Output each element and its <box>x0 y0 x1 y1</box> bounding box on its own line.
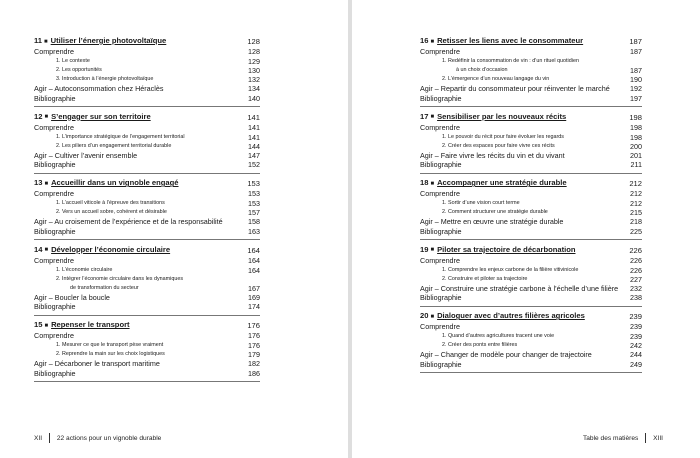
toc-entry[interactable] <box>34 160 260 170</box>
entry-page-number: 153 <box>248 199 260 208</box>
subentry-title: 2. L’émergence d’un nouveau langage du vin <box>442 76 550 83</box>
toc-subentry[interactable] <box>420 133 642 142</box>
subentry-title: 1. L’accueil viticole à l’épreuve des transitions <box>56 200 165 206</box>
right-footer <box>583 433 663 443</box>
chapter-number: 18 <box>420 178 429 188</box>
toc-subentry[interactable] <box>420 208 642 217</box>
entry-title: Bibliographie <box>420 160 462 170</box>
toc-subentry[interactable] <box>34 341 260 350</box>
chapter-heading[interactable] <box>420 311 642 322</box>
entry-page-number: 157 <box>248 208 260 218</box>
toc-entry[interactable] <box>34 84 260 94</box>
toc-entry[interactable] <box>34 369 260 379</box>
chapter-page-number: 226 <box>629 245 642 255</box>
entry-page-number: 239 <box>630 322 642 332</box>
entry-page-number: 158 <box>248 217 260 227</box>
toc-subentry[interactable] <box>34 266 260 275</box>
entry-title: Agir – Autoconsommation chez Héraclès <box>34 84 164 94</box>
chapter-heading[interactable] <box>34 320 260 331</box>
entry-title: Agir – Repartir du consommateur pour réinventer le marché <box>420 84 610 94</box>
toc-chapter <box>420 36 642 107</box>
chapter-number: 11 <box>34 36 43 45</box>
entry-page-number: 238 <box>630 293 642 303</box>
subentry-title: 1. Sortir d’une vision court terme <box>442 200 520 206</box>
entry-page-number: 169 <box>248 292 260 302</box>
entry-title: Bibliographie <box>420 359 462 369</box>
chapter-separator <box>34 381 260 382</box>
entry-page-number: 134 <box>248 84 260 94</box>
chapter-separator <box>420 306 642 307</box>
entry-title: Bibliographie <box>420 293 462 303</box>
entry-page-number: 174 <box>248 302 260 312</box>
entry-page-number: 198 <box>630 132 642 142</box>
toc-entry[interactable] <box>34 94 260 104</box>
toc-subentry[interactable] <box>34 199 260 208</box>
entry-page-number: 242 <box>630 341 642 351</box>
toc-chapter <box>34 36 260 107</box>
chapter-title: Piloter sa trajectoire de décarbonation <box>437 244 576 254</box>
chapter-title: Retisser les liens avec le consommateur <box>437 36 584 45</box>
entry-page-number: 179 <box>248 350 260 360</box>
toc-subentry[interactable] <box>34 133 260 142</box>
entry-page-number: 226 <box>630 255 642 265</box>
chapter-number: 13 <box>34 178 43 188</box>
chapter-heading-text <box>420 311 585 322</box>
chapter-heading-text <box>34 178 179 189</box>
entry-title: Bibliographie <box>34 160 76 170</box>
left-footer <box>34 433 161 443</box>
entry-title: Agir – Faire vivre les récits du vin et du vivant <box>420 150 565 160</box>
toc-subentry[interactable] <box>34 57 260 66</box>
entry-page-number: 176 <box>248 341 260 351</box>
subentry-title: 1. L’importance stratégique de l’engagement territorial <box>56 133 185 140</box>
square-bullet-icon: ■ <box>430 313 435 320</box>
entry-title: Bibliographie <box>420 93 462 103</box>
entry-page-number: 190 <box>630 75 642 85</box>
toc-entry[interactable] <box>420 256 642 266</box>
entry-page-number: 186 <box>248 368 260 378</box>
toc-subentry[interactable] <box>420 66 642 75</box>
chapter-separator <box>34 106 260 107</box>
entry-title: Bibliographie <box>34 93 76 103</box>
entry-page-number: 163 <box>248 226 260 236</box>
subentry-title: 1. Quand d’autres agricultures tracent une voie <box>442 333 555 339</box>
left-toc <box>34 36 260 387</box>
entry-page-number: 132 <box>248 75 260 85</box>
subentry-title: 1. Mesurer ce que le transport pèse vraiment <box>56 342 164 349</box>
entry-page-number: 128 <box>248 47 260 57</box>
chapter-title: Accompagner une stratégie durable <box>437 178 567 188</box>
chapter-heading[interactable] <box>420 178 642 189</box>
chapter-page-number: 187 <box>629 37 642 46</box>
folio-right: XIII <box>653 434 663 442</box>
toc-entry[interactable] <box>34 47 260 57</box>
entry-page-number: 164 <box>248 265 260 275</box>
chapter-number: 15 <box>34 320 43 330</box>
chapter-separator <box>420 106 642 107</box>
square-bullet-icon: ■ <box>430 114 435 121</box>
subentry-title: 3. Introduction à l’énergie photovoltaïque <box>56 76 154 83</box>
subentry-title: 1. Le contexte <box>56 57 90 64</box>
entry-title: Comprendre <box>34 189 74 199</box>
entry-page-number: 197 <box>630 93 642 103</box>
chapter-title: Développer l’économie circulaire <box>51 244 171 254</box>
toc-entry[interactable] <box>420 47 642 57</box>
entry-page-number: 164 <box>248 255 260 265</box>
chapter-separator <box>420 173 642 174</box>
entry-title: Agir – Construire une stratégie carbone à l’échelle d’une filière <box>420 283 619 293</box>
toc-entry[interactable] <box>420 284 642 294</box>
toc-entry[interactable] <box>34 302 260 312</box>
toc-entry[interactable] <box>420 322 642 332</box>
square-bullet-icon: ■ <box>44 322 49 329</box>
toc-entry[interactable] <box>34 256 260 266</box>
entry-page-number: 140 <box>248 93 260 103</box>
chapter-number: 17 <box>420 111 429 121</box>
chapter-heading-text <box>420 245 576 256</box>
square-bullet-icon: ■ <box>44 180 49 187</box>
entry-page-number: 227 <box>630 274 642 284</box>
entry-title: Agir – Mettre en œuvre une stratégie durable <box>420 217 564 227</box>
toc-entry[interactable] <box>420 151 642 161</box>
footer-divider <box>49 433 50 443</box>
entry-page-number: 176 <box>248 331 260 341</box>
toc-entry[interactable] <box>420 160 642 170</box>
entry-title: Comprendre <box>420 47 460 57</box>
entry-page-number: 215 <box>630 208 642 218</box>
chapter-heading-text <box>420 36 583 47</box>
subentry-title: de transformation du secteur <box>70 284 139 291</box>
toc-subentry[interactable] <box>420 142 642 151</box>
entry-title: Comprendre <box>420 322 460 332</box>
entry-page-number: 226 <box>630 265 642 275</box>
entry-title: Comprendre <box>420 255 460 265</box>
subentry-title: 2. Intégrer l’économie circulaire dans les dynamiques <box>56 275 184 282</box>
chapter-title: Sensibiliser par les nouveaux récits <box>437 111 567 121</box>
chapter-separator <box>420 239 642 240</box>
chapter-page-number: 176 <box>247 321 260 331</box>
toc-entry[interactable] <box>420 350 642 360</box>
entry-title: Comprendre <box>420 122 460 132</box>
subentry-title: 2. Créer des espaces pour faire vivre ces récits <box>442 142 555 149</box>
entry-title: Bibliographie <box>34 302 76 312</box>
toc-entry[interactable] <box>420 217 642 227</box>
chapter-page-number: 164 <box>247 245 260 255</box>
entry-page-number: 167 <box>248 283 260 293</box>
chapter-number: 12 <box>34 111 43 121</box>
toc-subentry[interactable] <box>34 208 260 217</box>
toc-chapter <box>34 178 260 240</box>
toc-entry[interactable] <box>34 227 260 237</box>
toc-subentry[interactable] <box>34 275 260 284</box>
folio-left: XII <box>34 434 43 442</box>
subentry-title: 1. Comprendre les enjeux carbone de la filière vitivinicole <box>442 266 579 273</box>
entry-page-number: 141 <box>248 132 260 142</box>
right-toc <box>420 36 642 378</box>
toc-chapter <box>420 245 642 307</box>
subentry-title: 1. L’économie circulaire <box>56 266 113 273</box>
toc-subentry[interactable] <box>420 275 642 284</box>
entry-title: Bibliographie <box>420 226 462 236</box>
entry-page-number: 201 <box>630 150 642 160</box>
entry-page-number: 130 <box>248 66 260 75</box>
left-page <box>0 0 348 458</box>
chapter-title: Accueillir dans un vignoble engagé <box>51 178 179 188</box>
toc-entry[interactable] <box>420 293 642 303</box>
entry-page-number: 212 <box>630 189 642 199</box>
chapter-heading-text <box>420 112 566 123</box>
toc-chapter <box>420 112 642 174</box>
toc-entry[interactable] <box>34 151 260 161</box>
toc-chapter <box>34 245 260 316</box>
toc-entry[interactable] <box>34 123 260 133</box>
entry-title: Comprendre <box>34 47 74 57</box>
chapter-separator <box>34 239 260 240</box>
chapter-number: 14 <box>34 244 43 254</box>
entry-page-number: 198 <box>630 122 642 132</box>
square-bullet-icon: ■ <box>44 114 49 121</box>
toc-subentry[interactable] <box>420 332 642 341</box>
chapter-title: Repenser le transport <box>51 320 130 330</box>
toc-entry[interactable] <box>420 360 642 370</box>
right-page <box>352 0 700 458</box>
chapter-page-number: 141 <box>247 112 260 122</box>
chapter-heading[interactable] <box>420 245 642 256</box>
toc-entry[interactable] <box>34 217 260 227</box>
chapter-separator <box>420 372 642 373</box>
toc-entry[interactable] <box>420 94 642 104</box>
chapter-heading-text <box>34 36 166 47</box>
entry-title: Comprendre <box>34 331 74 341</box>
toc-entry[interactable] <box>420 84 642 94</box>
subentry-title: 2. Reprendre la main sur les choix logistiques <box>56 351 165 358</box>
chapter-page-number: 198 <box>629 112 642 122</box>
entry-title: Bibliographie <box>34 368 76 378</box>
entry-page-number: 232 <box>630 283 642 293</box>
entry-page-number: 200 <box>630 141 642 151</box>
toc-subentry[interactable] <box>420 199 642 208</box>
toc-subentry[interactable] <box>420 75 642 84</box>
entry-title: Bibliographie <box>34 226 76 236</box>
toc-entry[interactable] <box>420 123 642 133</box>
chapter-separator <box>34 173 260 174</box>
entry-page-number: 141 <box>248 122 260 132</box>
toc-entry[interactable] <box>34 293 260 303</box>
subentry-title: à un choix d’occasion <box>456 67 508 73</box>
chapter-page-number: 239 <box>629 312 642 322</box>
subentry-title: 2. Créer des ponts entre filières <box>442 342 518 349</box>
toc-entry[interactable] <box>34 331 260 341</box>
chapter-heading-text <box>34 245 170 256</box>
entry-title: Agir – Décarboner le transport maritime <box>34 359 160 369</box>
entry-title: Comprendre <box>34 255 74 265</box>
chapter-heading[interactable] <box>34 36 260 47</box>
chapter-heading[interactable] <box>34 245 260 256</box>
chapter-page-number: 153 <box>247 179 260 189</box>
entry-title: Comprendre <box>420 189 460 199</box>
running-title-left: 22 actions pour un vignoble durable <box>56 434 162 442</box>
square-bullet-icon: ■ <box>430 247 435 254</box>
chapter-heading[interactable] <box>420 36 642 47</box>
subentry-title: 2. Construire et piloter sa trajectoire <box>442 275 528 282</box>
running-title-right: Table des matières <box>582 434 639 442</box>
entry-title: Comprendre <box>34 122 74 132</box>
entry-page-number: 211 <box>630 160 642 170</box>
toc-subentry[interactable] <box>34 66 260 75</box>
entry-page-number: 192 <box>630 84 642 94</box>
entry-page-number: 187 <box>630 47 642 57</box>
chapter-page-number: 128 <box>247 37 260 46</box>
entry-page-number: 152 <box>248 160 260 170</box>
square-bullet-icon: ■ <box>44 247 49 254</box>
chapter-separator <box>34 315 260 316</box>
entry-title: Agir – Boucler la boucle <box>34 292 110 302</box>
toc-chapter <box>34 112 260 174</box>
toc-entry[interactable] <box>34 189 260 199</box>
toc-subentry[interactable] <box>420 341 642 350</box>
entry-page-number: 129 <box>248 56 260 66</box>
chapter-page-number: 212 <box>629 179 642 189</box>
subentry-title: 1. Redéfinir la consommation de vin : d’un rituel quotidien <box>442 57 579 64</box>
square-bullet-icon: ■ <box>430 180 435 187</box>
chapter-title: Dialoguer avec d’autres filières agricoles <box>437 311 585 321</box>
chapter-title: S’engager sur son territoire <box>51 111 151 121</box>
toc-subentry[interactable] <box>420 57 642 66</box>
entry-page-number: 182 <box>248 359 260 369</box>
subentry-title: 2. Comment structurer une stratégie durable <box>442 209 548 216</box>
toc-chapter <box>420 311 642 373</box>
entry-title: Agir – Changer de modèle pour changer de trajectoire <box>420 350 592 360</box>
subentry-title: 2. Vers un accueil sobre, cohérent et désirable <box>56 209 167 216</box>
toc-subentry[interactable] <box>34 284 260 293</box>
entry-page-number: 218 <box>630 217 642 227</box>
toc-subentry[interactable] <box>420 266 642 275</box>
chapter-title: Utiliser l’énergie photovoltaïque <box>50 36 167 45</box>
entry-title: Agir – Cultiver l’avenir ensemble <box>34 150 138 160</box>
chapter-number: 20 <box>420 311 429 321</box>
chapter-heading-text <box>34 320 130 331</box>
entry-title: Agir – Au croisement de l’expérience et de la responsabilité <box>34 217 223 227</box>
square-bullet-icon: ■ <box>430 38 435 45</box>
chapter-heading[interactable] <box>420 112 642 123</box>
toc-subentry[interactable] <box>34 75 260 84</box>
entry-page-number: 239 <box>630 332 642 341</box>
entry-page-number: 153 <box>248 189 260 199</box>
entry-page-number: 249 <box>630 359 642 369</box>
toc-subentry[interactable] <box>34 142 260 151</box>
square-bullet-icon: ■ <box>44 38 48 45</box>
toc-entry[interactable] <box>420 189 642 199</box>
toc-chapter <box>34 320 260 382</box>
entry-page-number: 244 <box>630 350 642 360</box>
entry-page-number: 144 <box>248 141 260 151</box>
toc-subentry[interactable] <box>34 350 260 359</box>
chapter-heading-text <box>420 178 567 189</box>
entry-page-number: 212 <box>630 199 642 208</box>
chapter-number: 16 <box>420 36 429 45</box>
entry-page-number: 225 <box>630 226 642 236</box>
subentry-title: 2. Les piliers d’un engagement territorial durable <box>56 142 172 149</box>
subentry-title: 2. Les opportunités <box>56 67 102 73</box>
toc-entry[interactable] <box>34 359 260 369</box>
subentry-title: 1. Le pouvoir du récit pour faire évoluer les regards <box>442 133 564 140</box>
chapter-heading[interactable] <box>34 112 260 123</box>
toc-chapter <box>420 178 642 240</box>
entry-page-number: 187 <box>630 66 642 75</box>
footer-divider <box>645 433 646 443</box>
chapter-number: 19 <box>420 244 429 254</box>
chapter-heading[interactable] <box>34 178 260 189</box>
toc-entry[interactable] <box>420 227 642 237</box>
entry-page-number: 147 <box>248 150 260 160</box>
chapter-heading-text <box>34 112 151 123</box>
